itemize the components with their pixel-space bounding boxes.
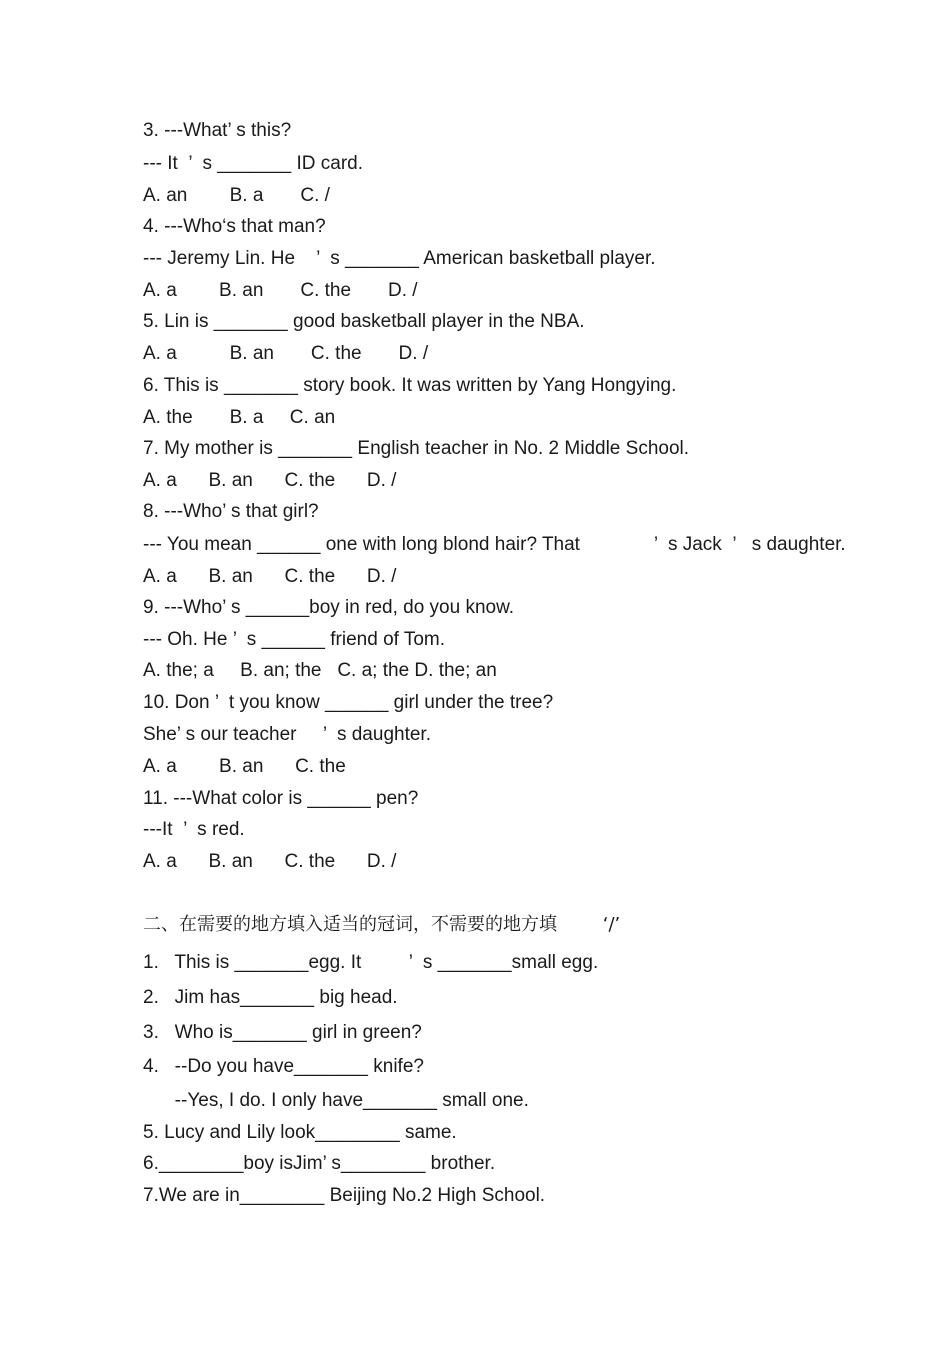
question-5-prompt: 5. Lin is _______ good basketball player in the NBA. bbox=[143, 311, 585, 332]
fill-in-2: 2. Jim has_______ big head. bbox=[143, 987, 398, 1008]
question-8-answer-line: --- You mean ______ one with long blond hair? That ’ s Jack ’ s daughter. bbox=[143, 534, 846, 555]
fill-in-1: 1. This is _______egg. It ’ s _______small egg. bbox=[143, 952, 599, 973]
question-7-options: A. a B. an C. the D. / bbox=[143, 470, 397, 491]
question-7-prompt: 7. My mother is _______ English teacher in No. 2 Middle School. bbox=[143, 438, 690, 459]
question-3-answer-line: --- It ’ s _______ ID card. bbox=[143, 153, 363, 174]
question-10-prompt: 10. Don ’ t you know ______ girl under the tree? bbox=[143, 692, 554, 713]
question-4-options: A. a B. an C. the D. / bbox=[143, 280, 418, 301]
question-4-prompt: 4. ---Who‘s that man? bbox=[143, 216, 326, 237]
question-8-options: A. a B. an C. the D. / bbox=[143, 566, 397, 587]
question-3-options: A. an B. a C. / bbox=[143, 185, 330, 206]
fill-in-3: 3. Who is_______ girl in green? bbox=[143, 1022, 422, 1043]
question-9-prompt: 9. ---Who’ s ______boy in red, do you know. bbox=[143, 597, 515, 618]
question-6-prompt: 6. This is _______ story book. It was written by Yang Hongying. bbox=[143, 375, 677, 396]
fill-in-7: 7.We are in________ Beijing No.2 High School. bbox=[143, 1185, 546, 1206]
question-5-options: A. a B. an C. the D. / bbox=[143, 343, 429, 364]
question-10-options: A. a B. an C. the bbox=[143, 756, 346, 777]
fill-in-6: 6.________boy isJim’ s________ brother. bbox=[143, 1153, 496, 1174]
question-8-prompt: 8. ---Who’ s that girl? bbox=[143, 501, 319, 522]
question-3-prompt: 3. ---What’ s this? bbox=[143, 120, 292, 141]
question-11-prompt: 11. ---What color is ______ pen? bbox=[143, 788, 419, 809]
fill-in-4-question: 4. --Do you have_______ knife? bbox=[143, 1056, 424, 1077]
question-11-answer-line: ---It ’ s red. bbox=[143, 819, 245, 840]
question-10-answer-line: She’ s our teacher ’ s daughter. bbox=[143, 724, 431, 745]
question-4-answer-line: --- Jeremy Lin. He ’ s _______ American basketball player. bbox=[143, 248, 656, 269]
question-9-answer-line: --- Oh. He ’ s ______ friend of Tom. bbox=[143, 629, 446, 650]
section-2-heading: 二、在需要的地方填入适当的冠词，不需要的地方填 ‘/’ bbox=[143, 914, 621, 935]
fill-in-4-answer: --Yes, I do. I only have_______ small one. bbox=[143, 1090, 529, 1111]
question-11-options: A. a B. an C. the D. / bbox=[143, 851, 397, 872]
question-6-options: A. the B. a C. an bbox=[143, 407, 336, 428]
question-9-options: A. the; a B. an; the C. a; the D. the; an bbox=[143, 660, 497, 681]
fill-in-5: 5. Lucy and Lily look________ same. bbox=[143, 1122, 457, 1143]
